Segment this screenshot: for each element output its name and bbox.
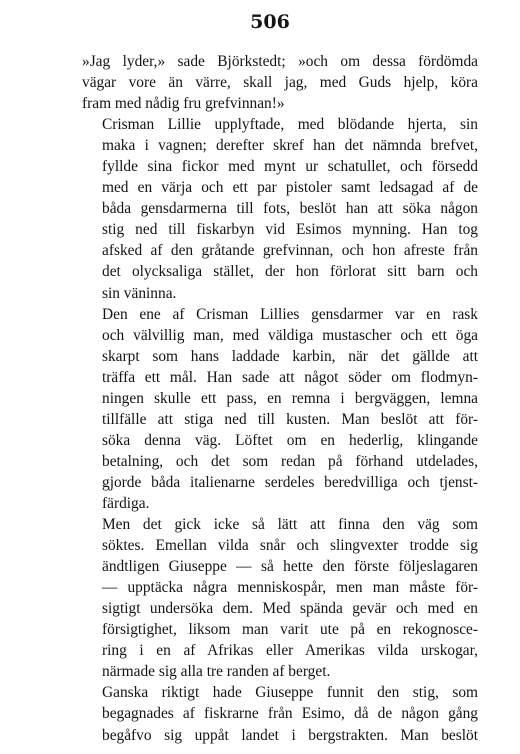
paragraph (82, 114, 478, 303)
text-line: fyllde sina fickor med mynt ur schatullet, och försedd (102, 158, 478, 176)
text-line: fram med nådig fru grefvinnan!» (82, 95, 285, 113)
text-line: vägar vore än värre, skall jag, med Guds hjelp, köra (82, 74, 478, 92)
text-line: färdiga. (102, 494, 150, 512)
text-line: skarpt som hans laddade karbin, när det gällde att (102, 347, 478, 365)
text-line: begagnades af fiskrarne från Esimo, då de någon gång (102, 705, 478, 723)
text-line: söktes. Emellan vilda snår och slingvexter trodde sig (102, 537, 478, 555)
text-line: båda gensdarmerna till fots, beslöt han att söka någon (102, 200, 478, 218)
text-line: Den ene af Crisman Lillies gensdarmer var en rask (102, 305, 478, 323)
paragraph (82, 682, 478, 745)
text-line: och välvillig man, med väldiga mustascher och ett öga (102, 326, 478, 344)
text-line: med en värja och ett par pistoler samt ledsagad af de (102, 179, 478, 197)
text-line: stig ned till fiskarbyn vid Esimos mynning. Han tog (102, 221, 478, 239)
text-line: gjorde båda italienarne serdeles beredvilliga och tjenst- (102, 473, 478, 491)
paragraph (82, 51, 478, 114)
text-line: närmade sig alla tre randen af berget. (102, 663, 331, 681)
text-line: betalning, och det som redan på förhand utdelades, (102, 452, 478, 470)
text-line: träffa ett mål. Han sade att något söder om flodmyn- (102, 368, 478, 386)
body-text (82, 51, 478, 746)
text-line: ningen skulle ett pass, en remna i bergväggen, lemna (102, 389, 478, 407)
text-line: — upptäcka några menniskospår, men man måste för- (102, 579, 478, 597)
text-line: Ganska riktigt hade Giuseppe funnit den stig, som (102, 684, 478, 702)
paragraph (82, 304, 478, 514)
page-number: 506 (250, 11, 290, 33)
text-line: afsked af den gråtande grefvinnan, och hon afreste från (102, 242, 478, 260)
text-line: Men det gick icke så lätt att finna den väg som (102, 516, 478, 534)
text-line: försigtighet, liksom man varit ute på en rekognosce- (102, 621, 478, 639)
text-line: sin väninna. (102, 284, 177, 302)
text-line: begåfvo sig uppåt landet i bergstrakten. Man beslöt (102, 726, 478, 744)
text-line: söka denna väg. Löftet om en hederlig, klingande (102, 431, 478, 449)
text-line: ändtligen Giuseppe — så hette den förste följeslagaren (102, 558, 478, 576)
text-line: ring i en af Afrikas eller Amerikas vilda urskogar, (102, 642, 478, 660)
text-line: tillfälle att stiga ned till kusten. Man beslöt att för- (102, 410, 478, 428)
text-line: Crisman Lillie upplyftade, med blödande hjerta, sin (102, 116, 478, 134)
text-line: sigtigt undersöka dem. Med spända gevär och med en (102, 600, 478, 618)
paragraph (82, 514, 478, 682)
text-line: det olycksaliga stället, der hon förlorat sitt barn och (102, 263, 478, 281)
text-line: maka i vagnen; derefter skref han det nämnda brefvet, (102, 137, 478, 155)
text-line: »Jag lyder,» sade Björkstedt; »och om dessa fördömda (82, 53, 478, 70)
